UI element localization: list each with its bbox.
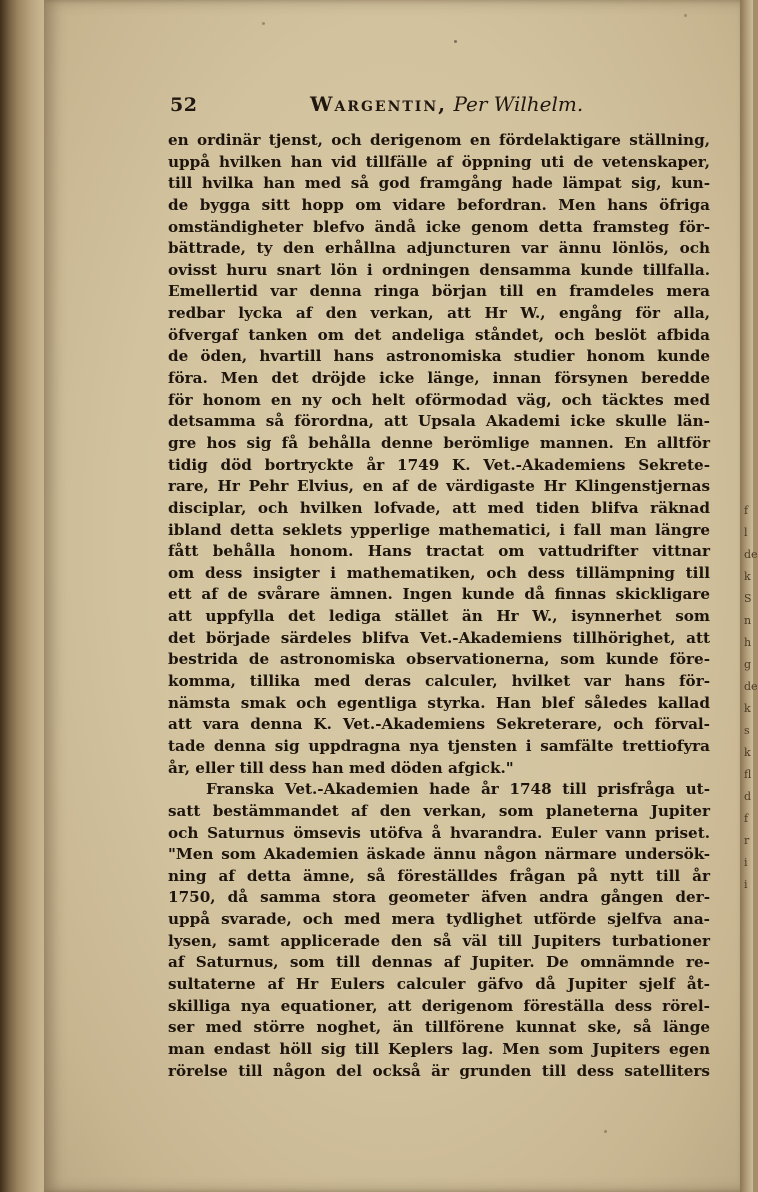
- page-number: 52: [170, 94, 198, 116]
- margin-glyph: fl: [744, 768, 752, 781]
- text-line: och Saturnus ömsevis utöfva å hvarandra. Euler vann priset.: [168, 823, 710, 842]
- text-line: fått behålla honom. Hans tractat om vattudrifter vittnar: [168, 542, 710, 561]
- text-line: af Saturnus, som till dennas af Jupiter. De omnämnde re-: [168, 953, 710, 972]
- text-line: till hvilka han med så god framgång hade lämpat sig, kun-: [168, 174, 710, 193]
- text-line: ett af de svårare ämnen. Ingen kunde då finnas skickligare: [168, 585, 710, 604]
- paper-speck: [684, 14, 687, 17]
- text-line: nämsta smak och egentliga styrka. Han blef således kallad: [168, 693, 710, 712]
- text-line: tade denna sig uppdragna nya tjensten i samfälte trettiofyra: [168, 736, 710, 755]
- running-head: [310, 92, 583, 116]
- text-line: om dess insigter i mathematiken, och dess tillämpning till: [168, 563, 710, 582]
- running-head-name: Wargentin,: [310, 92, 448, 116]
- text-line: de bygga sitt hopp om vidare befordran. Men hans öfriga: [168, 195, 710, 214]
- text-line: ovisst huru snart lön i ordningen densamma kunde tillfalla.: [168, 260, 710, 279]
- margin-glyph: i: [744, 856, 748, 869]
- paper-speck: [262, 22, 265, 25]
- margin-glyph: k: [744, 570, 751, 583]
- page-header: [170, 92, 610, 122]
- text-line: rörelse till någon del också är grunden till dess satelliters: [168, 1061, 710, 1080]
- text-line: gre hos sig få behålla denne berömlige mannen. En alltför: [168, 433, 710, 452]
- adjacent-page-margin-text: [744, 500, 758, 1000]
- text-line: 1750, då samma stora geometer äfven andra gången der-: [168, 888, 710, 907]
- text-line: Emellertid var denna ringa början till en framdeles mera: [168, 282, 710, 301]
- paper-speck: [454, 40, 457, 43]
- text-line: detsamma så förordna, att Upsala Akademi icke skulle län-: [168, 412, 710, 431]
- text-line: skilliga nya equationer, att derigenom föreställa dess rörel-: [168, 996, 710, 1015]
- text-line: bättrade, ty den erhållna adjuncturen var ännu lönlös, och: [168, 239, 710, 258]
- margin-glyph: h: [744, 636, 752, 649]
- margin-glyph: s: [744, 724, 750, 737]
- text-line: sultaterne af Hr Eulers calculer gäfvo då Jupiter sjelf åt-: [168, 974, 710, 993]
- text-line: det började särdeles blifva Vet.-Akademiens tillhörighet, att: [168, 628, 710, 647]
- text-line: de öden, hvartill hans astronomiska studier honom kunde: [168, 347, 710, 366]
- body-text: [168, 130, 710, 1082]
- margin-glyph: de: [744, 680, 758, 693]
- text-line: rare, Hr Pehr Elvius, en af de värdigaste Hr Klingenstjernas: [168, 477, 710, 496]
- text-line: ibland detta seklets ypperlige mathematici, i fall man längre: [168, 520, 710, 539]
- text-line: omständigheter blefvo ändå icke genom detta framsteg för-: [168, 217, 710, 236]
- text-line: man endast höll sig till Keplers lag. Men som Jupiters egen: [168, 1039, 710, 1058]
- margin-glyph: S: [744, 592, 752, 605]
- text-line: lysen, samt applicerade den så väl till Jupiters turbationer: [168, 931, 710, 950]
- margin-glyph: i: [744, 878, 748, 891]
- running-head-given-name: Per Wilhelm.: [453, 92, 584, 116]
- text-line: att uppfylla det lediga stället än Hr W., isynnerhet som: [168, 607, 710, 626]
- text-line: disciplar, och hvilken lofvade, att med tiden blifva räknad: [168, 498, 710, 517]
- paper-speck: [604, 1130, 607, 1133]
- text-line: uppå svarade, och med mera tydlighet utförde sjelfva ana-: [168, 910, 710, 929]
- margin-glyph: k: [744, 746, 751, 759]
- text-line: att vara denna K. Vet.-Akademiens Sekreterare, och förval-: [168, 715, 710, 734]
- text-line: redbar lycka af den verkan, att Hr W., engång för alla,: [168, 304, 710, 323]
- text-line: "Men som Akademien äskade ännu någon närmare undersök-: [168, 845, 710, 864]
- text-line: Franska Vet.-Akademien hade år 1748 till prisfråga ut-: [206, 780, 710, 799]
- text-line: år, eller till dess han med döden afgick.": [168, 758, 514, 777]
- margin-glyph: r: [744, 834, 750, 847]
- text-line: bestrida de astronomiska observationerna, som kunde före-: [168, 650, 710, 669]
- margin-glyph: d: [744, 790, 752, 803]
- text-line: komma, tillika med deras calculer, hvilket var hans för-: [168, 672, 710, 691]
- margin-glyph: f: [744, 504, 749, 517]
- text-line: en ordinär tjenst, och derigenom en fördelaktigare ställning,: [168, 131, 710, 149]
- margin-glyph: de: [744, 548, 758, 561]
- text-line: uppå hvilken han vid tillfälle af öppning uti de vetenskaper,: [168, 152, 710, 171]
- margin-glyph: f: [744, 812, 749, 825]
- margin-glyph: k: [744, 702, 751, 715]
- text-line: satt bestämmandet af den verkan, som planeterna Jupiter: [168, 801, 710, 820]
- text-line: öfvergaf tanken om det andeliga ståndet, och beslöt afbida: [168, 325, 710, 344]
- text-line: ser med större noghet, än tillförene kunnat ske, så länge: [168, 1018, 710, 1037]
- text-line: för honom en ny och helt oförmodad väg, och täcktes med: [168, 390, 710, 409]
- text-line: föra. Men det dröjde icke länge, innan försynen beredde: [168, 369, 710, 388]
- margin-glyph: g: [744, 658, 752, 671]
- text-line: ning af detta ämne, så föreställdes frågan på nytt till år: [168, 866, 710, 885]
- margin-glyph: l: [744, 526, 748, 539]
- text-line: tidig död bortryckte år 1749 K. Vet.-Akademiens Sekrete-: [168, 455, 710, 474]
- margin-glyph: n: [744, 614, 752, 627]
